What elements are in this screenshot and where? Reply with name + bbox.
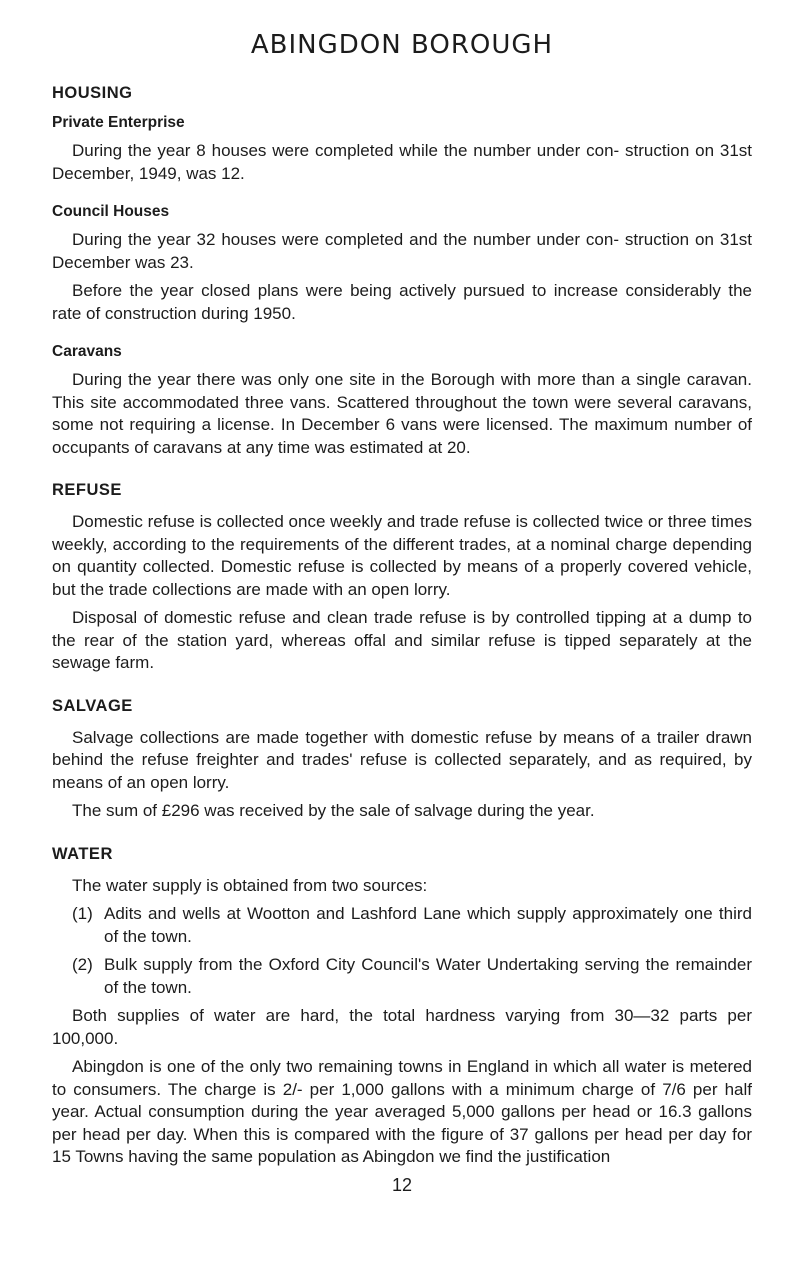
- caravans-heading: Caravans: [52, 343, 122, 360]
- salvage-paragraph-1: Salvage collections are made together with domestic refuse by means of a trailer drawn behind the refuse freighter and trades' refuse is collected separately, and as required, by means of an open lorry.: [52, 727, 752, 792]
- refuse-paragraph-1: Domestic refuse is collected once weekly and trade refuse is collected twice or three times weekly, according to the requirements of the different trades, at a nominal charge depending on quantity collected. Domestic refuse is collected by means of a properly covered vehicle, but the trade collections are made with an open lorry.: [52, 512, 752, 599]
- refuse-heading: REFUSE: [52, 481, 122, 499]
- private-enterprise-heading: Private Enterprise: [52, 114, 185, 131]
- list-item-number: (1): [72, 904, 93, 923]
- water-section: [52, 845, 752, 1169]
- water-heading: WATER: [52, 844, 113, 863]
- private-enterprise-subsection: [52, 114, 752, 185]
- council-houses-heading: Council Houses: [52, 203, 170, 220]
- council-houses-paragraph-1: During the year 32 houses were completed and the number under con- struction on 31st December was 23.: [52, 230, 752, 272]
- caravans-subsection: [52, 343, 752, 459]
- salvage-paragraph-2: The sum of £296 was received by the sale of salvage during the year.: [72, 801, 595, 820]
- water-intro: The water supply is obtained from two sources:: [72, 875, 428, 895]
- list-item-text: Bulk supply from the Oxford City Council's Water Undertaking serving the remainder of the town.: [104, 955, 752, 997]
- refuse-section: [52, 481, 752, 675]
- water-paragraph-2: Both supplies of water are hard, the total hardness varying from 30—32 parts per 100,000.: [52, 1006, 752, 1048]
- caravans-paragraph: During the year there was only one site in the Borough with more than a single caravan. This site accommodated three vans. Scattered throughout the town were several caravans, some not requiring a license. In December 6 vans were licensed. The maximum number of occupants of caravans at any time was estimated at 20.: [52, 370, 752, 457]
- list-item: [72, 903, 752, 948]
- housing-heading: HOUSING: [52, 84, 133, 102]
- page-title: ABINGDON BOROUGH: [250, 30, 554, 60]
- council-houses-subsection: [52, 203, 752, 325]
- salvage-section: [52, 697, 752, 823]
- list-item-text: Adits and wells at Wootton and Lashford Lane which supply approximately one third of the town.: [104, 904, 752, 946]
- water-paragraph-3: Abingdon is one of the only two remaining towns in England in which all water is metered to consumers. The charge is 2/- per 1,000 gallons with a minimum charge of 7/6 per half year. Actual consumption during the year averaged 5,000 gallons per head or 16.3 gallons per head per day. When this is compared with the figure of 37 gallons per head per day for 15 Towns having the same population as Abingdon we find the justification: [52, 1057, 752, 1166]
- list-item: [72, 954, 752, 999]
- council-houses-paragraph-2: Before the year closed plans were being actively pursued to increase considerably the rate of construction during 1950.: [52, 281, 752, 323]
- private-enterprise-paragraph: During the year 8 houses were completed while the number under con- struction on 31st December, 1949, was 12.: [52, 141, 752, 183]
- housing-section: [52, 84, 752, 459]
- page-number: 12: [391, 1174, 413, 1195]
- refuse-paragraph-2: Disposal of domestic refuse and clean trade refuse is by controlled tipping at a dump to the rear of the station yard, whereas offal and similar refuse is tipped separately at the sewage farm.: [52, 608, 752, 672]
- list-item-number: (2): [72, 955, 93, 974]
- salvage-heading: SALVAGE: [52, 696, 133, 715]
